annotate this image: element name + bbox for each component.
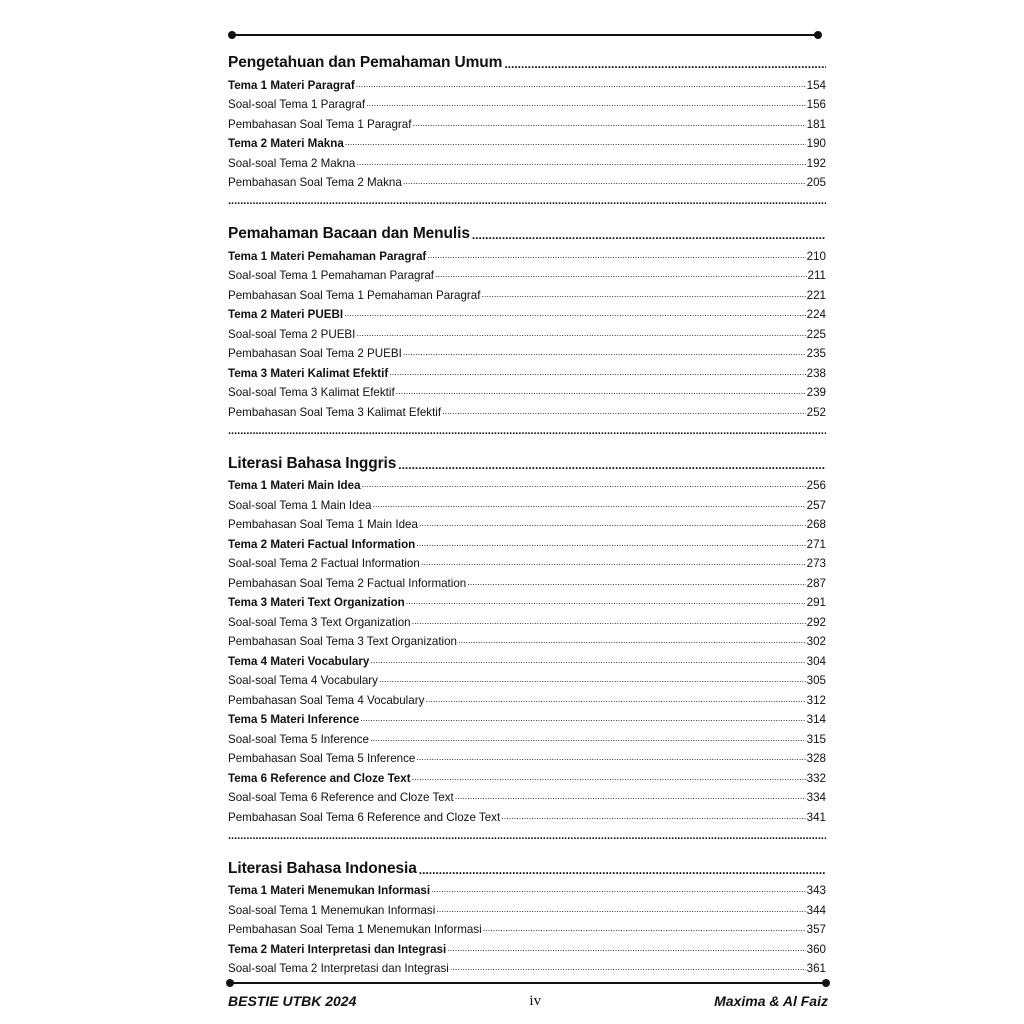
- dot-leader: [356, 79, 806, 92]
- section-heading[interactable]: [228, 848, 826, 878]
- section-heading[interactable]: [228, 42, 826, 72]
- dot-leader: [501, 811, 805, 824]
- toc-entry[interactable]: [228, 72, 826, 92]
- toc-entry[interactable]: [228, 302, 826, 322]
- entry-page-number: 256: [806, 479, 826, 492]
- entry-page-number: 343: [806, 884, 826, 897]
- toc-entry[interactable]: [228, 726, 826, 746]
- section-title: Literasi Bahasa Inggris: [228, 454, 397, 472]
- entry-page-number: 221: [806, 288, 826, 302]
- toc-entry[interactable]: [228, 765, 826, 785]
- entry-label: Pembahasan Soal Tema 3 Kalimat Efektif: [228, 405, 442, 419]
- toc-entry[interactable]: [228, 707, 826, 727]
- entry-page-number: 235: [806, 347, 826, 360]
- section-heading[interactable]: [228, 213, 826, 243]
- toc-entry[interactable]: [228, 956, 826, 976]
- toc-entry[interactable]: [228, 321, 826, 341]
- footer-book-title: BESTIE UTBK 2024: [228, 993, 357, 1009]
- page-footer: [228, 990, 828, 1012]
- dot-leader: [389, 367, 805, 380]
- dot-leader: [362, 479, 806, 492]
- dot-leader: [398, 458, 826, 473]
- entry-label: Pembahasan Soal Tema 1 Menemukan Informasi: [228, 923, 482, 936]
- dot-leader: [435, 269, 807, 282]
- toc-entry[interactable]: [228, 263, 826, 283]
- toc-entry[interactable]: [228, 570, 826, 590]
- entry-label: Soal-soal Tema 1 Main Idea: [228, 498, 372, 512]
- entry-label: Tema 3 Materi Kalimat Efektif: [228, 366, 389, 380]
- toc-entry[interactable]: [228, 629, 826, 649]
- entry-label: Tema 1 Materi Pemahaman Paragraf: [228, 249, 427, 263]
- table-of-contents: [228, 42, 826, 975]
- dot-leader: [481, 289, 805, 302]
- entry-page-number: 190: [806, 137, 826, 150]
- entry-label: Tema 4 Materi Vocabulary: [228, 654, 370, 668]
- entry-page-number: 205: [806, 176, 826, 189]
- dot-leader: [344, 308, 806, 321]
- dot-leader: [370, 655, 805, 668]
- toc-entry[interactable]: [228, 804, 826, 824]
- section-separator: [228, 419, 826, 443]
- entry-page-number: 252: [806, 405, 826, 419]
- section-title: Pemahaman Bacaan dan Menulis: [228, 225, 470, 242]
- entry-page-number: 291: [806, 596, 826, 609]
- entry-label: Soal-soal Tema 4 Vocabulary: [228, 674, 378, 687]
- dot-leader: [447, 943, 805, 956]
- section-separator: [228, 189, 826, 213]
- section-title: Pengetahuan dan Pemahaman Umum: [228, 54, 503, 71]
- toc-entry[interactable]: [228, 492, 826, 512]
- dot-leader: [427, 250, 805, 263]
- entry-label: Tema 1 Materi Paragraf: [228, 78, 355, 92]
- toc-entry[interactable]: [228, 785, 826, 805]
- dot-leader: [416, 538, 805, 551]
- entry-label: Tema 2 Materi Interpretasi dan Integrasi: [228, 942, 447, 956]
- dot-leader: [431, 884, 806, 897]
- entry-label: Tema 1 Materi Main Idea: [228, 479, 361, 492]
- section-title: Literasi Bahasa Indonesia: [228, 859, 417, 877]
- entry-label: Soal-soal Tema 1 Pemahaman Paragraf: [228, 269, 435, 282]
- entry-label: Pembahasan Soal Tema 1 Pemahaman Paragraf: [228, 288, 481, 302]
- entry-label: Pembahasan Soal Tema 3 Text Organization: [228, 635, 458, 648]
- dot-leader: [356, 157, 805, 170]
- entry-page-number: 273: [806, 557, 826, 570]
- entry-label: Soal-soal Tema 2 Factual Information: [228, 557, 420, 570]
- entry-label: Soal-soal Tema 2 Interpretasi dan Integrasi: [228, 962, 449, 975]
- entry-label: Soal-soal Tema 3 Kalimat Efektif: [228, 386, 395, 399]
- toc-section: [228, 848, 826, 976]
- entry-page-number: 360: [806, 942, 826, 956]
- dot-leader: [412, 616, 806, 629]
- entry-page-number: 332: [806, 771, 826, 785]
- dot-leader: [483, 923, 806, 936]
- dot-leader: [406, 596, 806, 609]
- dot-leader: [412, 118, 805, 131]
- dot-leader: [373, 499, 806, 512]
- dot-leader: [403, 347, 806, 360]
- dot-leader: [455, 791, 806, 804]
- toc-entry[interactable]: [228, 170, 826, 190]
- toc-section: [228, 213, 826, 419]
- dot-leader: [403, 176, 806, 189]
- entry-page-number: 302: [806, 635, 826, 648]
- toc-entry[interactable]: [228, 531, 826, 551]
- entry-page-number: 268: [806, 518, 826, 531]
- entry-label: Tema 2 Materi Factual Information: [228, 537, 416, 551]
- bottom-divider: [230, 982, 826, 984]
- toc-entry[interactable]: [228, 746, 826, 766]
- toc-entry[interactable]: [228, 878, 826, 898]
- toc-entry[interactable]: [228, 609, 826, 629]
- entry-page-number: 344: [806, 903, 826, 917]
- entry-label: Tema 5 Materi Inference: [228, 713, 360, 726]
- entry-page-number: 210: [806, 249, 826, 263]
- entry-label: Tema 2 Materi Makna: [228, 137, 344, 150]
- toc-entry[interactable]: [228, 687, 826, 707]
- toc-entry[interactable]: [228, 360, 826, 380]
- entry-label: Pembahasan Soal Tema 6 Reference and Cloze Text: [228, 810, 501, 824]
- dot-leader: [396, 386, 806, 399]
- dot-leader: [450, 962, 806, 975]
- toc-entry[interactable]: [228, 282, 826, 302]
- dot-leader: [370, 733, 806, 746]
- dot-leader: [425, 694, 805, 707]
- dot-leader: [436, 904, 805, 917]
- entry-page-number: 314: [806, 713, 826, 726]
- entry-page-number: 238: [806, 366, 826, 380]
- toc-entry[interactable]: [228, 897, 826, 917]
- entry-page-number: 304: [806, 654, 826, 668]
- entry-label: Soal-soal Tema 2 Makna: [228, 156, 356, 170]
- entry-label: Tema 1 Materi Menemukan Informasi: [228, 884, 431, 897]
- toc-entry[interactable]: [228, 150, 826, 170]
- toc-entry[interactable]: [228, 341, 826, 361]
- entry-label: Tema 3 Materi Text Organization: [228, 596, 405, 609]
- entry-label: Soal-soal Tema 5 Inference: [228, 732, 369, 746]
- entry-page-number: 361: [806, 962, 826, 975]
- dot-leader: [356, 328, 805, 341]
- toc-entry[interactable]: [228, 590, 826, 610]
- dot-leader: [421, 557, 806, 570]
- entry-label: Pembahasan Soal Tema 1 Paragraf: [228, 117, 412, 131]
- dot-leader: [467, 577, 805, 590]
- entry-page-number: 287: [806, 576, 826, 590]
- dot-leader: [412, 772, 806, 785]
- toc-entry[interactable]: [228, 92, 826, 112]
- toc-section: [228, 443, 826, 824]
- entry-label: Pembahasan Soal Tema 2 PUEBI: [228, 347, 402, 360]
- dot-leader: [419, 518, 806, 531]
- toc-entry[interactable]: [228, 131, 826, 151]
- entry-page-number: 305: [806, 674, 826, 687]
- dot-leader: [472, 228, 826, 243]
- entry-page-number: 154: [806, 78, 826, 92]
- entry-label: Soal-soal Tema 2 PUEBI: [228, 327, 356, 341]
- section-separator: [228, 824, 826, 848]
- toc-entry[interactable]: [228, 551, 826, 571]
- toc-entry[interactable]: [228, 380, 826, 400]
- toc-entry[interactable]: [228, 111, 826, 131]
- entry-page-number: 257: [806, 498, 826, 512]
- entry-page-number: 239: [806, 386, 826, 399]
- entry-label: Pembahasan Soal Tema 2 Factual Information: [228, 576, 467, 590]
- entry-page-number: 211: [807, 269, 826, 282]
- dot-leader: [366, 98, 806, 111]
- entry-label: Tema 6 Reference and Cloze Text: [228, 771, 411, 785]
- dot-leader: [345, 137, 806, 150]
- entry-label: Tema 2 Materi PUEBI: [228, 308, 344, 321]
- entry-page-number: 192: [806, 156, 826, 170]
- dot-leader: [416, 752, 805, 765]
- dot-leader: [504, 57, 826, 72]
- entry-label: Pembahasan Soal Tema 2 Makna: [228, 176, 402, 189]
- toc-entry[interactable]: [228, 648, 826, 668]
- dot-leader: [360, 713, 805, 726]
- toc-entry[interactable]: [228, 917, 826, 937]
- toc-entry[interactable]: [228, 243, 826, 263]
- toc-entry[interactable]: [228, 399, 826, 419]
- entry-page-number: 341: [806, 810, 826, 824]
- footer-page-number: iv: [529, 992, 542, 1009]
- section-heading[interactable]: [228, 443, 826, 473]
- toc-entry[interactable]: [228, 512, 826, 532]
- footer-authors: Maxima & Al Faiz: [714, 993, 828, 1009]
- entry-page-number: 334: [806, 791, 826, 804]
- toc-section: [228, 42, 826, 189]
- entry-page-number: 271: [806, 537, 826, 551]
- toc-entry[interactable]: [228, 473, 826, 493]
- entry-page-number: 156: [806, 98, 826, 111]
- dot-leader: [458, 635, 806, 648]
- entry-page-number: 315: [806, 732, 826, 746]
- entry-page-number: 357: [806, 923, 826, 936]
- entry-label: Soal-soal Tema 1 Menemukan Informasi: [228, 903, 436, 917]
- entry-label: Pembahasan Soal Tema 5 Inference: [228, 752, 416, 765]
- entry-page-number: 312: [806, 693, 826, 707]
- dot-leader: [379, 674, 806, 687]
- entry-page-number: 224: [806, 308, 826, 321]
- dot-leader: [442, 406, 806, 419]
- entry-page-number: 292: [806, 615, 826, 629]
- entry-label: Pembahasan Soal Tema 1 Main Idea: [228, 518, 418, 531]
- entry-label: Soal-soal Tema 1 Paragraf: [228, 98, 366, 111]
- top-divider: [232, 34, 818, 36]
- dot-leader: [419, 863, 826, 878]
- entry-label: Soal-soal Tema 6 Reference and Cloze Text: [228, 791, 454, 804]
- entry-page-number: 328: [806, 752, 826, 765]
- entry-label: Pembahasan Soal Tema 4 Vocabulary: [228, 693, 425, 707]
- entry-page-number: 225: [806, 327, 826, 341]
- toc-entry[interactable]: [228, 668, 826, 688]
- entry-page-number: 181: [806, 117, 826, 131]
- entry-label: Soal-soal Tema 3 Text Organization: [228, 615, 411, 629]
- toc-entry[interactable]: [228, 936, 826, 956]
